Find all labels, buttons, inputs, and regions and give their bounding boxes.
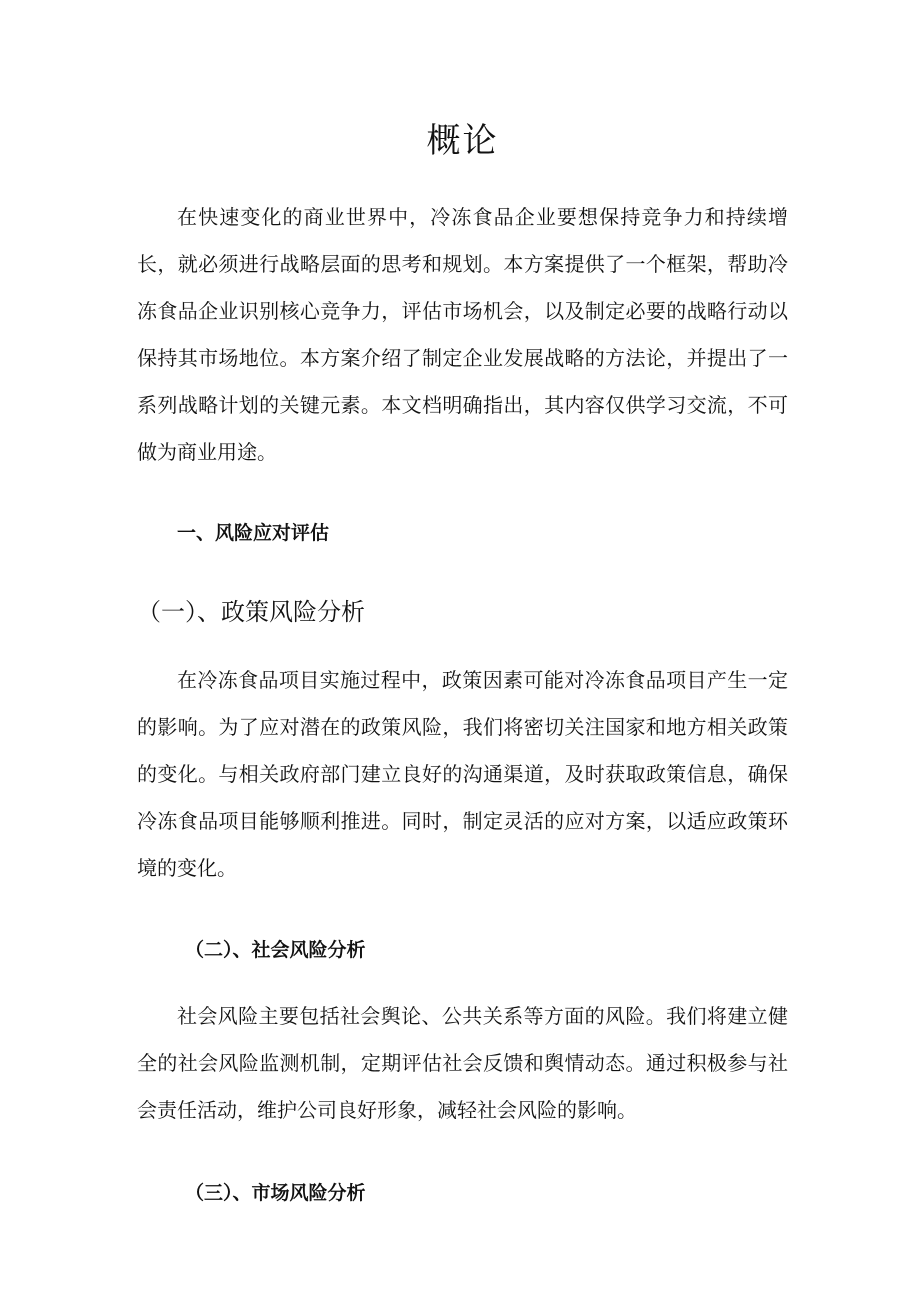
subsection-heading-market-risk: （三）、市场风险分析 bbox=[185, 1182, 366, 1204]
subsection-heading-policy-risk: （一）、政策风险分析 bbox=[137, 598, 365, 626]
intro-paragraph: 在快速变化的商业世界中，冷冻食品企业要想保持竞争力和持续增长，就必须进行战略层面的思考和规划。本方案提供了一个框架，帮助冷冻食品企业识别核心竞争力，评估市场机会，以及制定必要的战略行动以保持其市场地位。本方案介绍了制定企业发展战略的方法论，并提出了一系列战略计划的关键元素。本文档明确指出，其内容仅供学习交流，不可做为商业用途。 bbox=[137, 205, 788, 464]
policy-risk-paragraph: 在冷冻食品项目实施过程中，政策因素可能对冷冻食品项目产生一定的影响。为了应对潜在的政策风险，我们将密切关注国家和地方相关政策的变化。与相关政府部门建立良好的沟通渠道，及时获取政策信息，确保冷冻食品项目能够顺利推进。同时，制定灵活的应对方案，以适应政策环境的变化。 bbox=[137, 668, 788, 880]
page-title: 概论 bbox=[426, 121, 499, 161]
section-heading-risk-assessment: 一、风险应对评估 bbox=[177, 522, 330, 544]
social-risk-paragraph: 社会风险主要包括社会舆论、公共关系等方面的风险。我们将建立健全的社会风险监测机制，定期评估社会反馈和舆情动态。通过积极参与社会责任活动，维护公司良好形象，减轻社会风险的影响。 bbox=[137, 1004, 788, 1122]
subsection-heading-social-risk: （二）、社会风险分析 bbox=[185, 939, 366, 961]
